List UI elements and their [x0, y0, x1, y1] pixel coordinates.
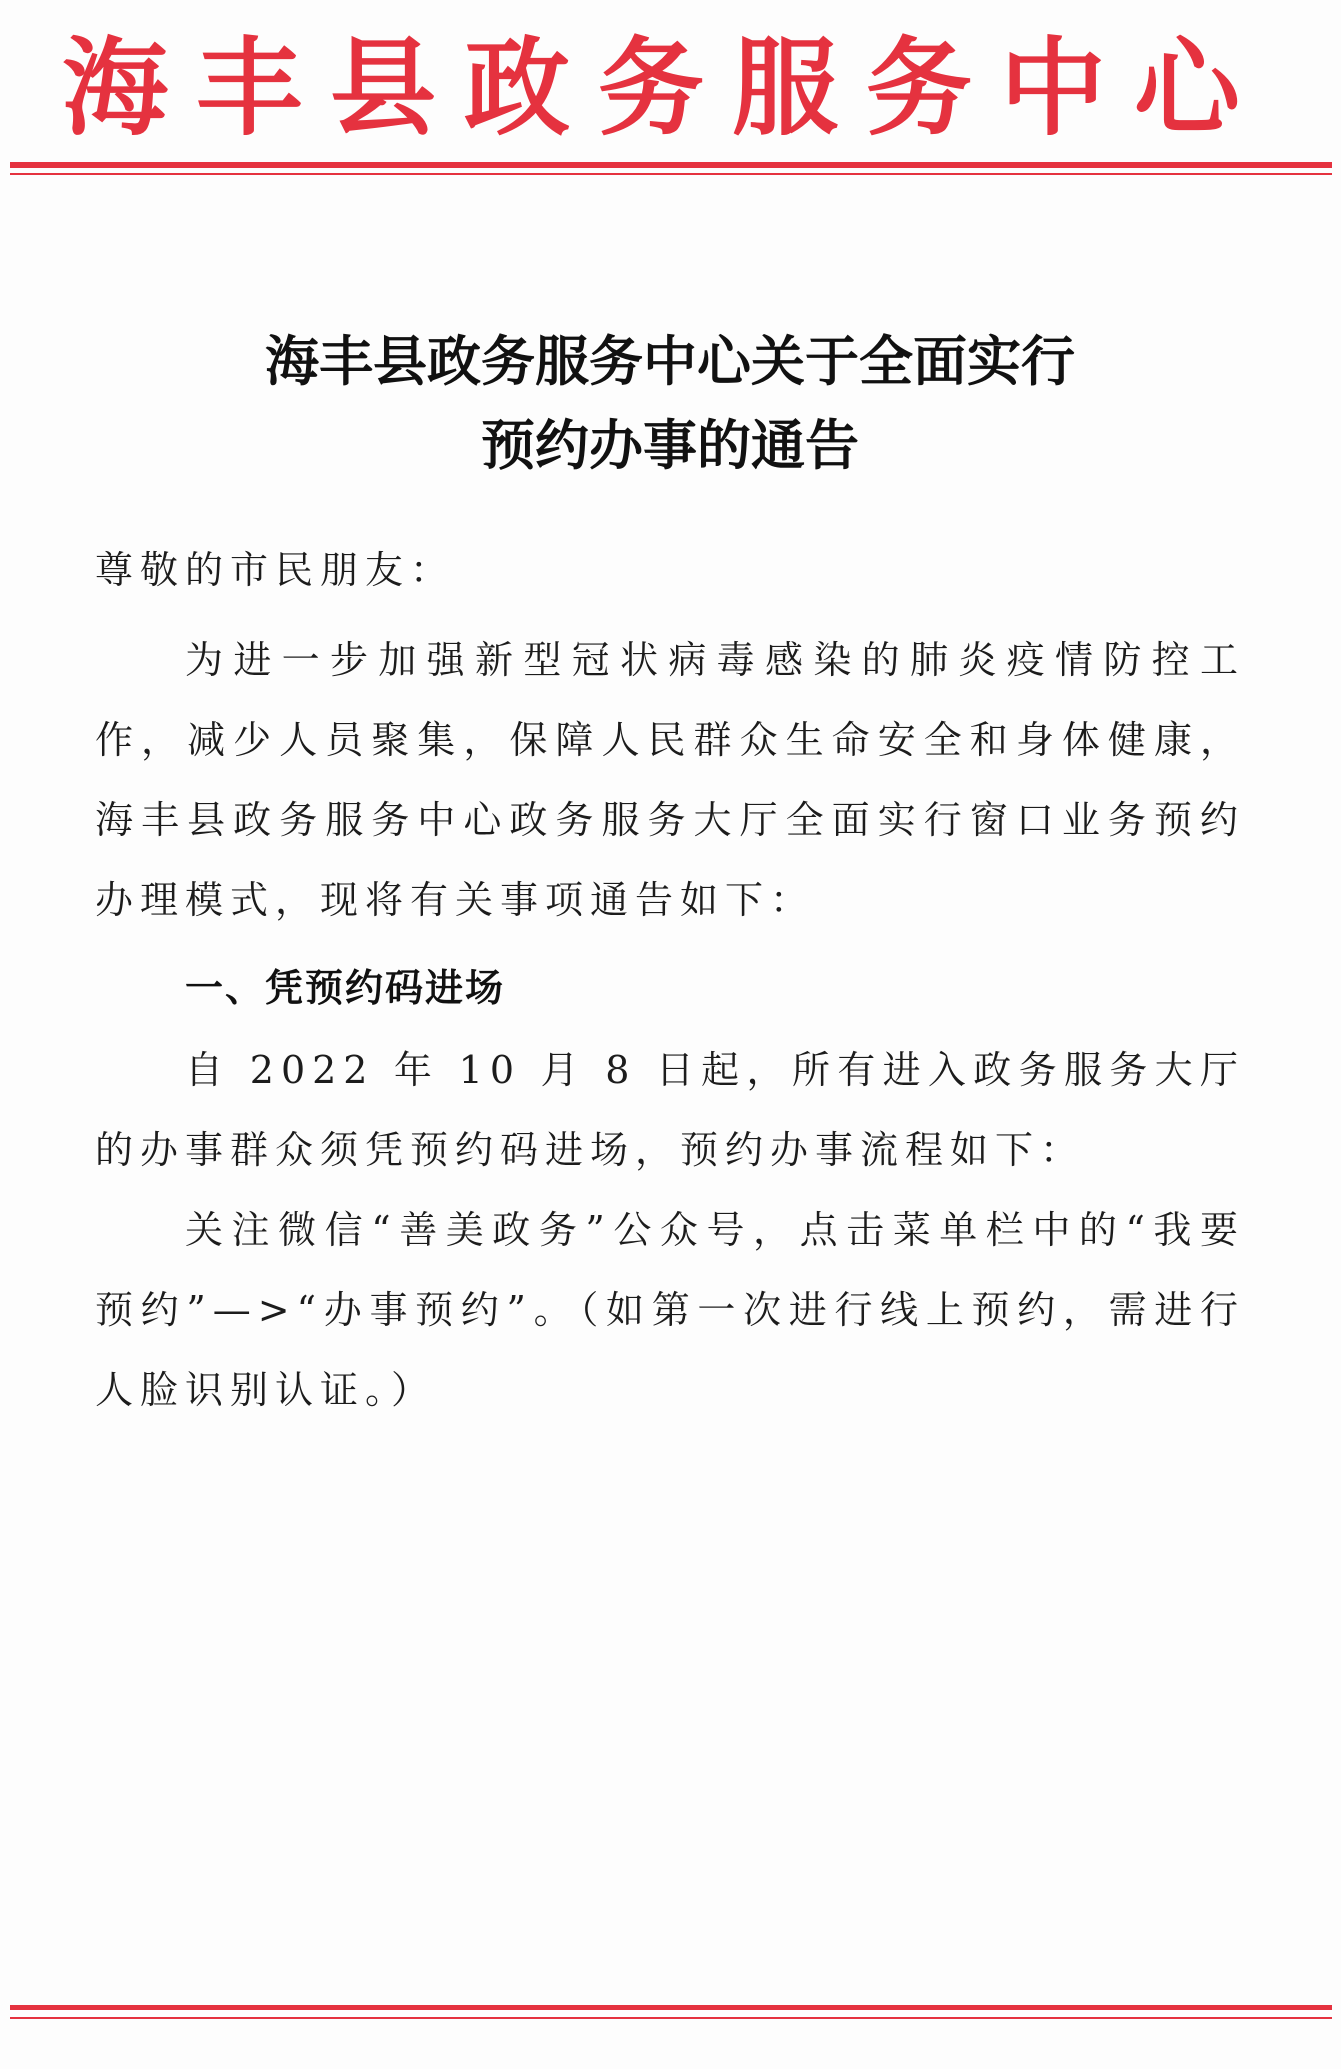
- salutation: 尊敬的市民朋友：: [95, 548, 456, 592]
- notice-title-line2: 预约办事的通告: [481, 413, 859, 477]
- paragraph-intro: 为进一步加强新型冠状病毒感染的肺炎疫情防控工作，减少人员聚集，保障人民群众生命安全和身体健康，海丰县政务服务中心政务服务大厅全面实行窗口业务预约办理模式，现将有关事项通告如下：: [95, 638, 1245, 922]
- letterhead-rule-thick: [10, 162, 1332, 168]
- footer-rule-thick: [10, 2005, 1332, 2010]
- paragraph-procedure: 关注微信“善美政务”公众号，点击菜单栏中的“我要预约”—>“办事预约”。（如第一次进行线上预约，需进行人脸识别认证。）: [95, 1208, 1245, 1412]
- notice-title-line1: 海丰县政务服务中心关于全面实行: [265, 329, 1075, 393]
- paragraph-date: 自 2022 年 10 月 8 日起，所有进入政务服务大厅的办事群众须凭预约码进场，预约办事流程如下：: [95, 1048, 1245, 1172]
- letterhead-rule-thin: [10, 173, 1332, 175]
- letterhead-title: 海丰县政务服务中心: [62, 25, 1268, 150]
- section-heading-1: 一、凭预约码进场: [185, 966, 506, 1010]
- footer-rule-thin: [10, 2017, 1332, 2019]
